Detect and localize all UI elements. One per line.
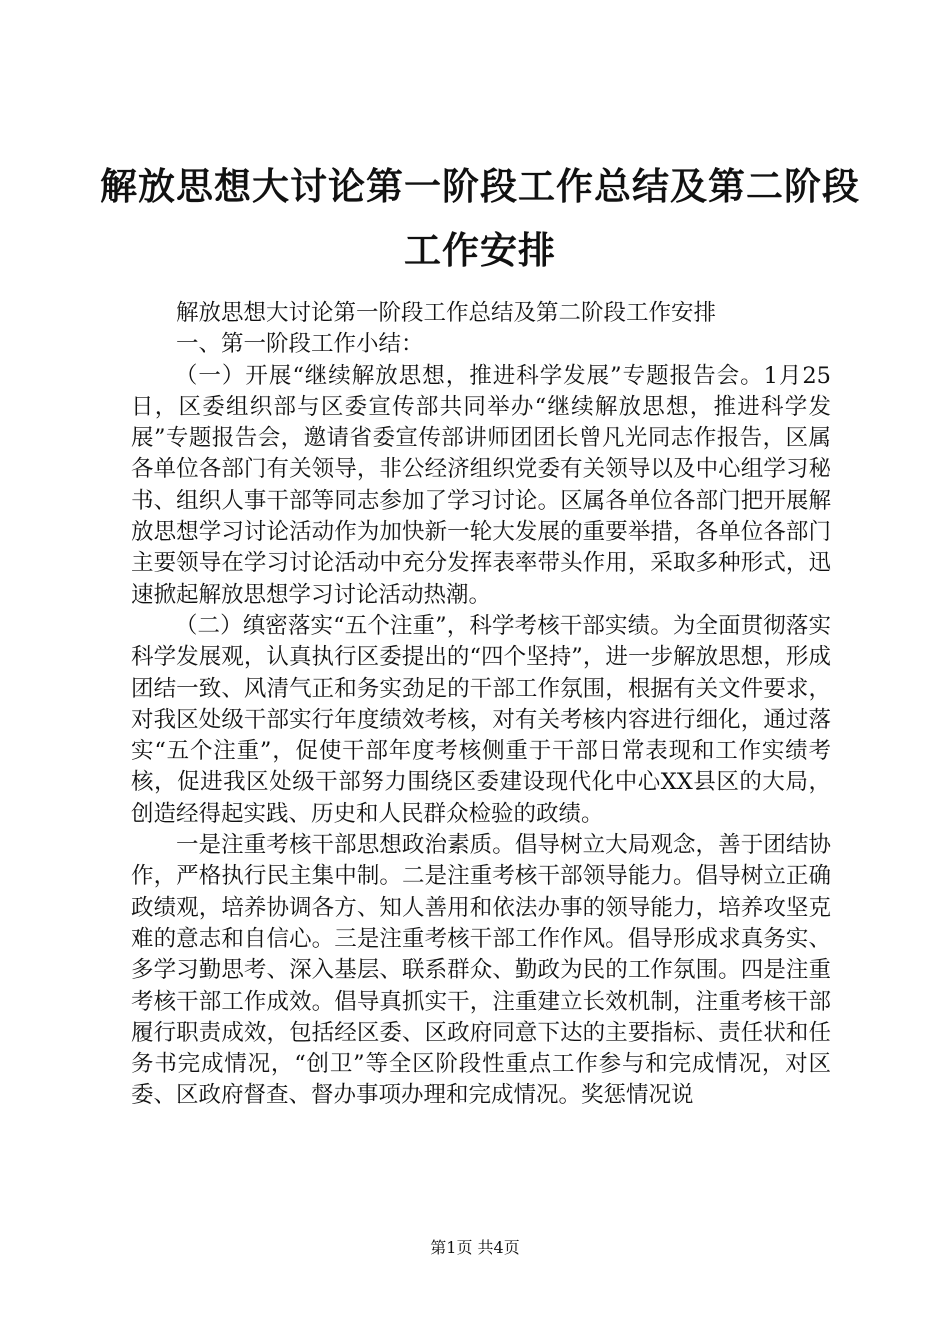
body-paragraph-subtitle: 解放思想大讨论第一阶段工作总结及第二阶段工作安排: [176, 300, 717, 326]
body-paragraph-item-2: （二）缜密落实“五个注重”，科学考核干部实绩。为全面贯彻落实科学发展观，认真执行区委提出的“四个坚持”，进一步解放思想，形成团结一致、风清气正和务实劲足的干部工作氛围，根据有关文件要求，对我区处级干部实行年度绩效考核，对有关考核内容进行细化，通过落实“五个注重”，促使干部年度考核侧重于干部日常表现和工作实绩考核，促进我区处级干部努力围绕区委建设现代化中心XX县区的大局，创造经得起实践、历史和人民群众检验的政绩。: [131, 612, 831, 827]
page-number-footer: 第1页 共4页: [430, 1238, 520, 1257]
document-title-line-2: 工作安排: [404, 228, 556, 272]
body-paragraph-item-3: 一是注重考核干部思想政治素质。倡导树立大局观念，善于团结协作，严格执行民主集中制。二是注重考核干部领导能力。倡导树立正确政绩观，培养协调各方、知人善用和依法办事的领导能力，培养攻坚克难的意志和自信心。三是注重考核干部工作作风。倡导形成求真务实、多学习勤思考、深入基层、联系群众、勤政为民的工作氛围。四是注重考核干部工作成效。倡导真抓实干，注重建立长效机制，注重考核干部履行职责成效，包括经区委、区政府同意下达的主要指标、责任状和任务书完成情况，“创卫”等全区阶段性重点工作参与和完成情况，对区委、区政府督查、督办事项办理和完成情况。奖惩情况说: [131, 832, 831, 1109]
document-body: [131, 298, 831, 1112]
document-title-line-1: 解放思想大讨论第一阶段工作总结及第二阶段: [100, 164, 860, 208]
body-paragraph-item-1: （一）开展“继续解放思想，推进科学发展”专题报告会。1月25日，区委组织部与区委宣传部共同举办“继续解放思想，推进科学发展”专题报告会，邀请省委宣传部讲师团团长曾凡光同志作报告，区属各单位各部门有关领导，非公经济组织党委有关领导以及中心组学习秘书、组织人事干部等同志参加了学习讨论。区属各单位各部门把开展解放思想学习讨论活动作为加快新一轮大发展的重要举措，各单位各部门主要领导在学习讨论活动中充分发挥表率带头作用，采取多种形式，迅速掀起解放思想学习讨论活动热潮。: [131, 362, 831, 608]
body-paragraph-section-heading: 一、第一阶段工作小结：: [176, 331, 424, 358]
